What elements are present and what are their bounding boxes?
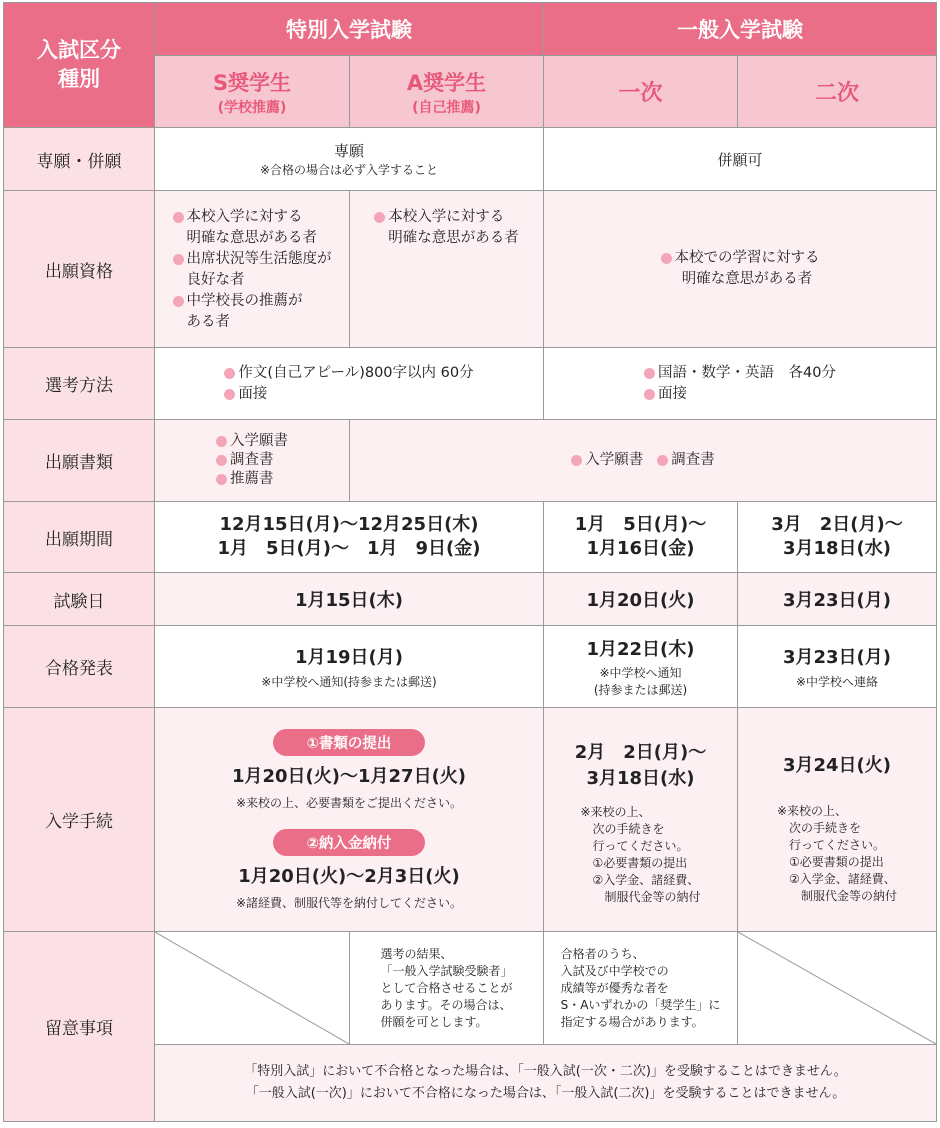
eligibility-label: 出願資格 <box>45 261 113 282</box>
s-documents <box>155 420 350 502</box>
second-enrollment-date: 3月24日(火) <box>782 755 892 776</box>
list-item-text: 中学校長の推薦が ある者 <box>186 293 303 330</box>
special-period-line-2: 1月 5日(月)～ 1月 9日(金) <box>217 538 481 559</box>
special-application-type-note: ※合格の場合は必ず入学すること <box>259 163 439 177</box>
bullet-icon <box>644 389 655 400</box>
row-label-announcement <box>3 626 155 708</box>
special-selection-list <box>224 363 473 405</box>
notes-bottom-line-2: 「一般入試(一次)」において不合格になった場合は、「一般入試(二次)」を受験することはできません。 <box>245 1086 846 1101</box>
list-item <box>173 249 332 291</box>
step1-badge: ①書類の提出 <box>273 729 426 756</box>
a-scholar-sub: (自己推薦) <box>412 99 481 116</box>
second-announcement-date: 3月23日(月) <box>782 647 892 668</box>
list-item-text: 入学願書 <box>230 433 288 449</box>
special-exam-date-value: 1月15日(木) <box>294 590 404 611</box>
announcement-label: 合格発表 <box>45 659 113 679</box>
step2-date: 1月20日(火)～2月3日(火) <box>238 865 460 887</box>
notes-label: 留意事項 <box>45 1019 113 1039</box>
row-label-eligibility <box>3 191 155 348</box>
s-scholar-sub: (学校推薦) <box>217 99 287 116</box>
other-documents <box>350 420 937 502</box>
first-announcement <box>544 626 738 708</box>
second-exam-title: 二次 <box>814 81 859 106</box>
first-exam-date <box>544 573 738 626</box>
first-notes-text: 合格者のうち、 入試及び中学校での 成績等が優秀な者を S・Aいずれかの「奨学生」に 指定する場合があります。 <box>560 946 721 1029</box>
general-selection <box>544 348 937 420</box>
list-item <box>224 363 473 384</box>
bullet-icon <box>224 389 235 400</box>
a-eligibility <box>350 191 544 348</box>
general-eligibility-list <box>661 248 820 290</box>
list-item <box>173 207 318 249</box>
list-item-text: 調査書 <box>230 452 274 468</box>
second-period-line-1: 3月 2日(月)～ <box>771 514 903 535</box>
application-type-label: 専願・併願 <box>36 151 122 172</box>
list-item <box>571 450 643 471</box>
list-item-text: 出席状況等生活態度が 良好な者 <box>186 251 332 288</box>
a-notes-text: 選考の結果、 「一般入学試験受験者」 として合格させることが あります。その場合は、 併願を可とします。 <box>380 946 513 1029</box>
special-announcement <box>155 626 544 708</box>
notes-bottom-line-1: 「特別入試」において不合格となった場合は、「一般入試(一次・二次)」を受験することはできません。 <box>244 1064 847 1079</box>
second-announcement-note: ※中学校へ連絡 <box>795 675 879 689</box>
list-item <box>216 432 288 451</box>
step1-date: 1月20日(火)～1月27日(火) <box>231 765 467 787</box>
second-notes-empty <box>738 932 937 1045</box>
corner-line-2: 種別 <box>58 67 100 91</box>
list-item-text: 本校での学習に対する 明確な意思がある者 <box>674 250 820 287</box>
s-scholar-header <box>155 56 350 128</box>
step2-note: ※諸経費、制服代等を納付してください。 <box>235 895 463 910</box>
first-announcement-note-1: ※中学校へ通知 <box>599 666 682 680</box>
corner-line-1: 入試区分 <box>37 38 121 62</box>
bullet-icon <box>216 436 227 447</box>
s-documents-list <box>216 432 288 489</box>
special-application-type-value: 専願 <box>333 142 364 160</box>
row-label-period <box>3 502 155 573</box>
first-exam-header <box>544 56 738 128</box>
special-selection <box>155 348 544 420</box>
first-exam-title: 一次 <box>618 81 663 106</box>
a-notes <box>350 932 544 1045</box>
list-item <box>224 384 267 405</box>
bullet-icon <box>644 368 655 379</box>
first-period <box>544 502 738 573</box>
a-scholar-header <box>350 56 544 128</box>
bullet-icon <box>173 296 184 307</box>
row-label-notes <box>3 932 155 1122</box>
special-application-type <box>155 128 544 191</box>
second-period-line-2: 3月18日(水) <box>782 538 892 559</box>
list-item <box>173 291 303 333</box>
step2-badge: ②納入金納付 <box>273 829 426 856</box>
general-application-type <box>544 128 937 191</box>
exam-date-label: 試験日 <box>53 591 105 612</box>
second-period <box>738 502 937 573</box>
first-notes <box>544 932 738 1045</box>
special-exam-header <box>155 2 544 56</box>
bullet-icon <box>571 455 582 466</box>
list-item-text: 入学願書 <box>585 452 644 468</box>
bullet-icon <box>657 455 668 466</box>
selection-label: 選考方法 <box>45 376 113 396</box>
general-exam-header <box>544 2 937 56</box>
list-item <box>374 207 519 249</box>
bullet-icon <box>173 212 184 223</box>
second-enrollment-note: ※来校の上、 次の手続きを 行ってください。 ①必要書類の提出 ②入学金、諸経費、 制服代金等の納付 <box>776 804 897 903</box>
list-item-text: 本校入学に対する 明確な意思がある者 <box>388 209 519 246</box>
second-exam-date <box>738 573 937 626</box>
second-announcement <box>738 626 937 708</box>
row-label-application-type <box>3 128 155 191</box>
bullet-icon <box>216 474 227 485</box>
s-notes-empty <box>155 932 350 1045</box>
general-selection-list <box>644 363 836 405</box>
a-eligibility-list <box>374 207 519 249</box>
s-eligibility <box>155 191 350 348</box>
second-exam-date-value: 3月23日(月) <box>782 590 892 611</box>
first-exam-date-value: 1月20日(火) <box>586 590 695 611</box>
row-label-exam-date <box>3 573 155 626</box>
list-item-text: 面接 <box>238 385 268 402</box>
list-item-text: 本校入学に対する 明確な意思がある者 <box>186 209 317 246</box>
list-item <box>644 363 836 384</box>
diagonal-slash-icon <box>738 932 936 1044</box>
enrollment-label: 入学手続 <box>45 812 113 832</box>
row-label-documents <box>3 420 155 502</box>
list-item <box>657 450 715 471</box>
s-scholar-title: S奨学生 <box>212 70 292 95</box>
step1-note: ※来校の上、必要書類をご提出ください。 <box>235 795 463 810</box>
second-exam-header <box>738 56 937 128</box>
first-announcement-note-2: (持参または郵送) <box>593 683 688 697</box>
documents-label: 出願書類 <box>45 453 113 473</box>
first-enrollment-date-1: 2月 2日(月)～ <box>574 742 707 763</box>
row-label-enrollment <box>3 708 155 932</box>
general-eligibility <box>544 191 937 348</box>
first-announcement-date: 1月22日(木) <box>586 639 695 660</box>
list-item <box>216 451 274 470</box>
first-period-line-1: 1月 5日(月)～ <box>574 514 707 535</box>
general-application-type-value: 併願可 <box>717 150 763 169</box>
special-period <box>155 502 544 573</box>
first-period-line-2: 1月16日(金) <box>586 538 695 559</box>
header-corner <box>3 2 155 128</box>
diagonal-slash-icon <box>155 932 349 1044</box>
row-label-selection <box>3 348 155 420</box>
list-item <box>644 384 687 405</box>
s-eligibility-list <box>173 207 332 333</box>
special-announcement-date: 1月19日(月) <box>294 647 404 668</box>
first-enrollment-date-2: 3月18日(水) <box>586 768 695 789</box>
general-exam-title: 一般入学試験 <box>677 18 803 42</box>
first-enrollment-note: ※来校の上、 次の手続きを 行ってください。 ①必要書類の提出 ②入学金、諸経費、 制服代金等の納付 <box>580 805 701 904</box>
list-item-text: 推薦書 <box>230 471 274 487</box>
bullet-icon <box>173 254 184 265</box>
bullet-icon <box>374 212 385 223</box>
admission-table <box>3 2 937 1122</box>
notes-bottom <box>155 1045 937 1122</box>
bullet-icon <box>224 368 235 379</box>
special-exam-date <box>155 573 544 626</box>
period-label: 出願期間 <box>45 529 113 550</box>
a-scholar-title: A奨学生 <box>406 70 487 95</box>
list-item-text: 面接 <box>658 385 688 402</box>
list-item <box>216 470 274 489</box>
list-item-text: 国語・数学・英語 各40分 <box>658 364 836 381</box>
second-enrollment <box>738 708 937 932</box>
special-enrollment <box>155 708 544 932</box>
special-exam-title: 特別入学試験 <box>286 18 412 42</box>
bullet-icon <box>216 455 227 466</box>
list-item <box>661 248 820 290</box>
bullet-icon <box>661 253 672 264</box>
special-period-line-1: 12月15日(月)～12月25日(木) <box>219 514 479 535</box>
list-item-text: 作文(自己アピール)800字以内 60分 <box>238 364 474 381</box>
list-item-text: 調査書 <box>671 452 715 468</box>
first-enrollment <box>544 708 738 932</box>
special-announcement-note: ※中学校へ通知(持参または郵送) <box>261 675 437 689</box>
